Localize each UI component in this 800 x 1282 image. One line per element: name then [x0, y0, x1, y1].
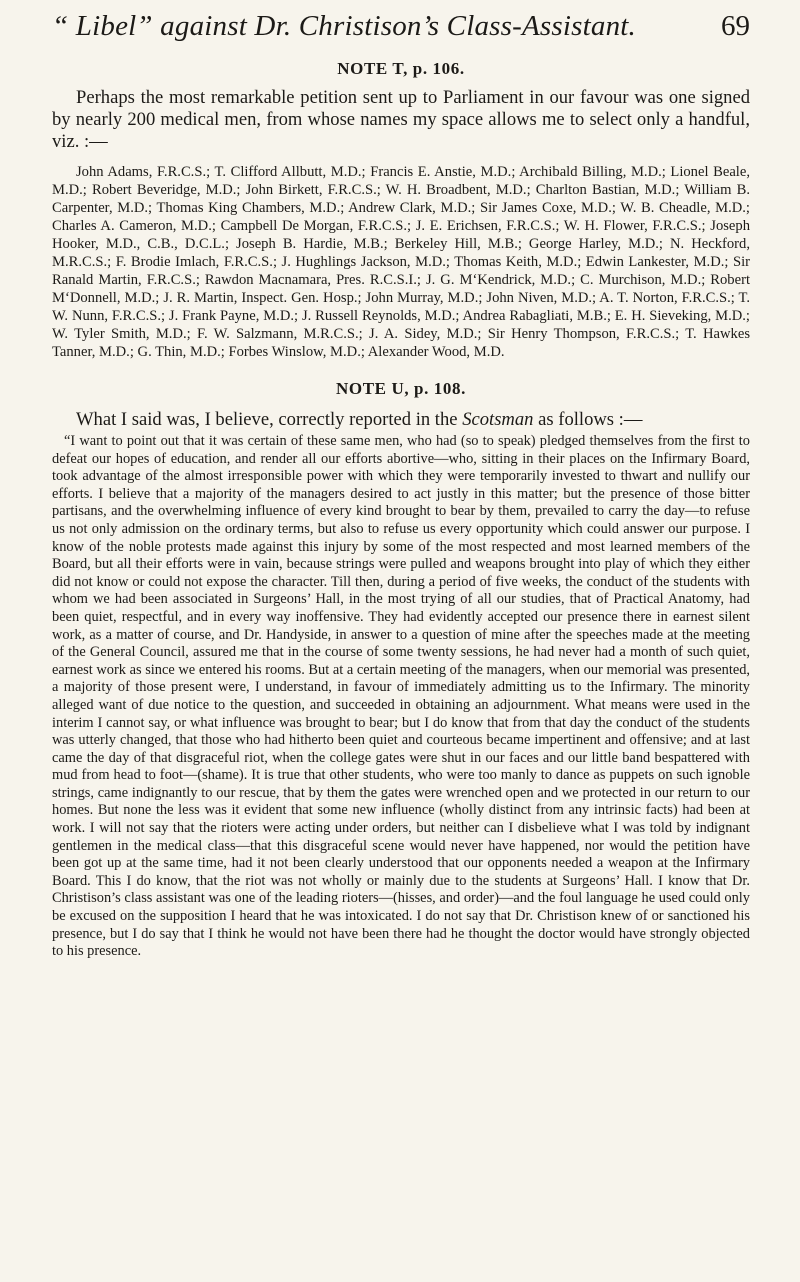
note-t-lead: Perhaps the most remarkable petition sent up to Parliament in our favour was one signed by nearly 200 medical men, from whose names my space allows me to select only a handful, viz. :—: [52, 87, 750, 152]
note-u-lead: [52, 409, 750, 431]
note-t-heading: NOTE T, p. 106.: [337, 59, 465, 78]
speech-quotation: “I want to point out that it was certain of these same men, who had (so to speak) pledged themselves from the first to defeat our hopes of education, and render all our efforts abortive—who, sitting in their places on the Infirmary Board, took advantage of the almost irresponsible power with which they were temporarily invested to thwart and nullify our efforts. I believe that a majority of the managers desired to act justly in this matter; but the presence of those bitter partisans, and the overwhelming influence of every kind brought to bear by them, prevailed to carry the day—to refuse us not only admission on the ordinary terms, but also to refuse us every opportunity which could answer our purpose. I know of the noble protests made against this injury by some of the most respected and most learned members of the Board, but all their efforts were in vain, because strings were pulled and weapons brought into play of which they either did not know or could not expose the character. Till then, during a period of five weeks, the conduct of the students with whom we had been associated in Surgeons’ Hall, in the most trying of all our studies, that of Practical Anatomy, had been quiet, respectful, and in every way inoffensive. They had evidently accepted our presence there in earnest silent work, as a matter of course, and Dr. Handyside, in answer to a question of mine after the speeches made at the meeting of the General Council, assured me that in the course of some twenty sessions, he had never had a month of such quiet, earnest work as since we entered his rooms. But at a certain meeting of the managers, when our memorial was presented, a majority of those present were, I understand, in favour of immediately admitting us to the Infirmary. The minority alleged want of due notice to the question, and succeeded in obtaining an adjournment. What means were used in the interim I cannot say, or what influence was brought to bear; but I do know that from that day the conduct of the students was utterly changed, that those who had hitherto been quiet and courteous became impertinent and offensive; and at last came the day of that disgraceful riot, when the college gates were shut in our faces and our little band bespattered with mud from head to foot—(shame). It is true that other students, who were too manly to dance as puppets on such ignoble strings, came indignantly to our rescue, that by them the gates were wrenched open and we protected in our return to our homes. But none the less was it evident that some new influence (wholly distinct from any intrinsic facts) had been at work. I will not say that the rioters were acting under orders, but neither can I disbelieve what I was told by indignant gentlemen in the medical class—that this disgraceful scene would never have happened, nor would the petition have been got up at the same time, had it not been clearly understood that our opponents needed a weapon at the Infirmary Board. This I do know, that the riot was not wholly or mainly due to the students at Surgeons’ Hall. I know that Dr. Christison’s class assistant was one of the leading rioters—(hisses, and order)—and the foul language he used could only be excused on the supposition I heard that he was intoxicated. I do not say that Dr. Christison knew of or sanctioned his presence, but I do say that I think he would not have been there had he thought the doctor would have strongly objected to his presence.: [52, 433, 750, 960]
signatory-list: John Adams, F.R.C.S.; T. Clifford Allbutt, M.D.; Francis E. Anstie, M.D.; Archibald Billing, M.D.; Lionel Beale, M.D.; Robert Beveridge, M.D.; John Birkett, F.R.C.S.; W. H. Broadbent, M.D.; Charlton Bastian, M.D.; William B. Carpenter, M.D.; Thomas King Chambers, M.D.; Andrew Clark, M.D.; Sir James Coxe, M.D.; W. B. Cheadle, M.D.; Charles A. Cameron, M.D.; Campbell De Morgan, F.R.C.S.; J. E. Erichsen, F.R.C.S.; W. H. Flower, F.R.C.S.; Joseph Hooker, M.D., C.B., D.C.L.; Joseph B. Hardie, M.B.; Berkeley Hill, M.B.; George Harley, M.D.; N. Heckford, M.R.C.S.; F. Brodie Imlach, F.R.C.S.; J. Hughlings Jackson, M.D.; Thomas Keith, M.D.; Edwin Lankester, M.D.; Sir Ranald Martin, F.R.C.S.; Rawdon Macnamara, Pres. R.C.S.I.; J. G. M‘Kendrick, M.D.; C. Murchison, M.D.; Robert M‘Donnell, M.D.; J. R. Martin, Inspect. Gen. Hosp.; John Murray, M.D.; John Niven, M.D.; A. T. Norton, F.R.C.S.; T. W. Nunn, F.R.C.S.; J. Frank Payne, M.D.; J. Russell Reynolds, M.D.; Andrea Rabagliati, M.B.; E. H. Sieveking, M.D.; W. Tyler Smith, M.D.; F. W. Salzmann, M.R.C.S.; J. A. Sidey, M.D.; Sir Henry Thompson, F.R.C.S.; T. Hawkes Tanner, M.D.; G. Thin, M.D.; Forbes Winslow, M.D.; Alexander Wood, M.D.: [52, 164, 750, 360]
note-u-section: [52, 379, 750, 961]
running-title: “ Libel” against Dr. Christison’s Class-Assistant.: [52, 10, 636, 42]
page-number: 69: [721, 10, 750, 42]
note-t-section: [52, 59, 750, 361]
newspaper-name: Scotsman: [462, 409, 534, 430]
note-u-lead-after: as follows :—: [533, 409, 643, 430]
running-head: [52, 0, 750, 43]
note-u-lead-before: What I said was, I believe, correctly reported in the: [76, 409, 463, 430]
note-u-heading: NOTE U, p. 108.: [336, 379, 466, 398]
